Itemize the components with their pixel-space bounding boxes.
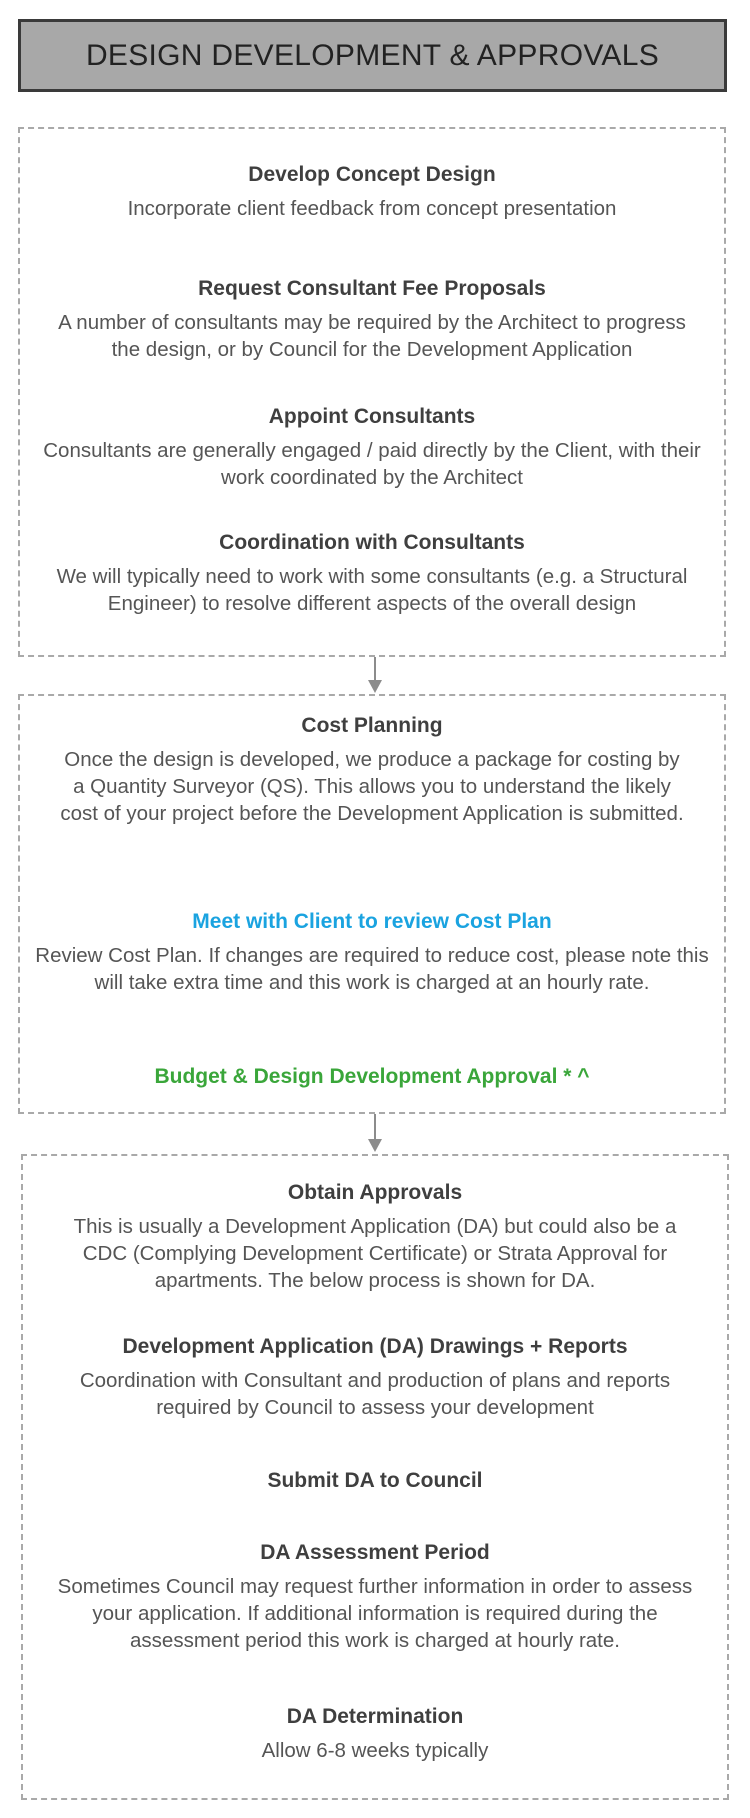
section-design — [18, 127, 726, 657]
step-obtain-approvals — [23, 1180, 727, 1294]
step-description: Sometimes Council may request further information in order to assess your application. If additional information is required during the assessment period this work is charged at hourly rate. — [57, 1575, 693, 1652]
step-description: Once the design is developed, we produce a package for costing by a Quantity Surveyor (QS). This allows you to understand the likely cost of your project before the Development Application is submitted. — [60, 748, 684, 825]
page-title: DESIGN DEVELOPMENT & APPROVALS — [85, 38, 660, 72]
step-description: Incorporate client feedback from concept presentation — [127, 197, 617, 220]
step-description: Review Cost Plan. If changes are required to reduce cost, please note this will take extra time and this work is charged at an hourly rate. — [35, 944, 709, 994]
step-heading: DA Assessment Period — [260, 1541, 490, 1564]
step-da-drawings — [23, 1334, 727, 1421]
step-heading: Appoint Consultants — [268, 405, 476, 428]
step-description: Coordination with Consultant and production of plans and reports required by Council to assess your development — [79, 1369, 671, 1419]
connector-arrow — [365, 657, 385, 695]
step-coordination — [20, 530, 724, 617]
step-description: A number of consultants may be required by the Architect to progress the design, or by Council for the Development Application — [58, 311, 686, 361]
step-da-assessment — [23, 1540, 727, 1654]
page-title-box — [18, 19, 727, 92]
step-da-determination — [23, 1704, 727, 1764]
step-develop-concept — [20, 162, 724, 222]
step-heading: Submit DA to Council — [267, 1469, 483, 1492]
step-description: We will typically need to work with some consultants (e.g. a Structural Engineer) to resolve different aspects of the overall design — [56, 565, 688, 615]
step-heading: DA Determination — [286, 1705, 464, 1728]
step-request-proposals — [20, 276, 724, 363]
step-heading: Budget & Design Development Approval * ^ — [154, 1065, 590, 1088]
step-appoint-consultants — [20, 404, 724, 491]
step-meet-client — [20, 909, 724, 996]
step-heading: Meet with Client to review Cost Plan — [192, 910, 552, 933]
step-heading: Cost Planning — [301, 714, 443, 737]
section-approvals — [21, 1154, 729, 1800]
step-cost-planning — [20, 713, 724, 827]
step-heading: Request Consultant Fee Proposals — [198, 277, 546, 300]
step-heading: Obtain Approvals — [287, 1181, 463, 1204]
step-heading: Coordination with Consultants — [219, 531, 525, 554]
step-heading: Development Application (DA) Drawings + Reports — [122, 1335, 628, 1358]
step-description: Consultants are generally engaged / paid directly by the Client, with their work coordinated by the Architect — [43, 439, 701, 489]
step-heading: Develop Concept Design — [248, 163, 496, 186]
connector-arrow — [365, 1114, 385, 1154]
step-submit-da — [23, 1468, 727, 1494]
step-description: Allow 6-8 weeks typically — [261, 1739, 489, 1762]
step-description: This is usually a Development Application (DA) but could also be a CDC (Complying Development Certificate) or Strata Approval for apartments. The below process is shown for DA. — [73, 1215, 677, 1292]
step-budget-approval — [20, 1064, 724, 1090]
section-cost — [18, 694, 726, 1114]
